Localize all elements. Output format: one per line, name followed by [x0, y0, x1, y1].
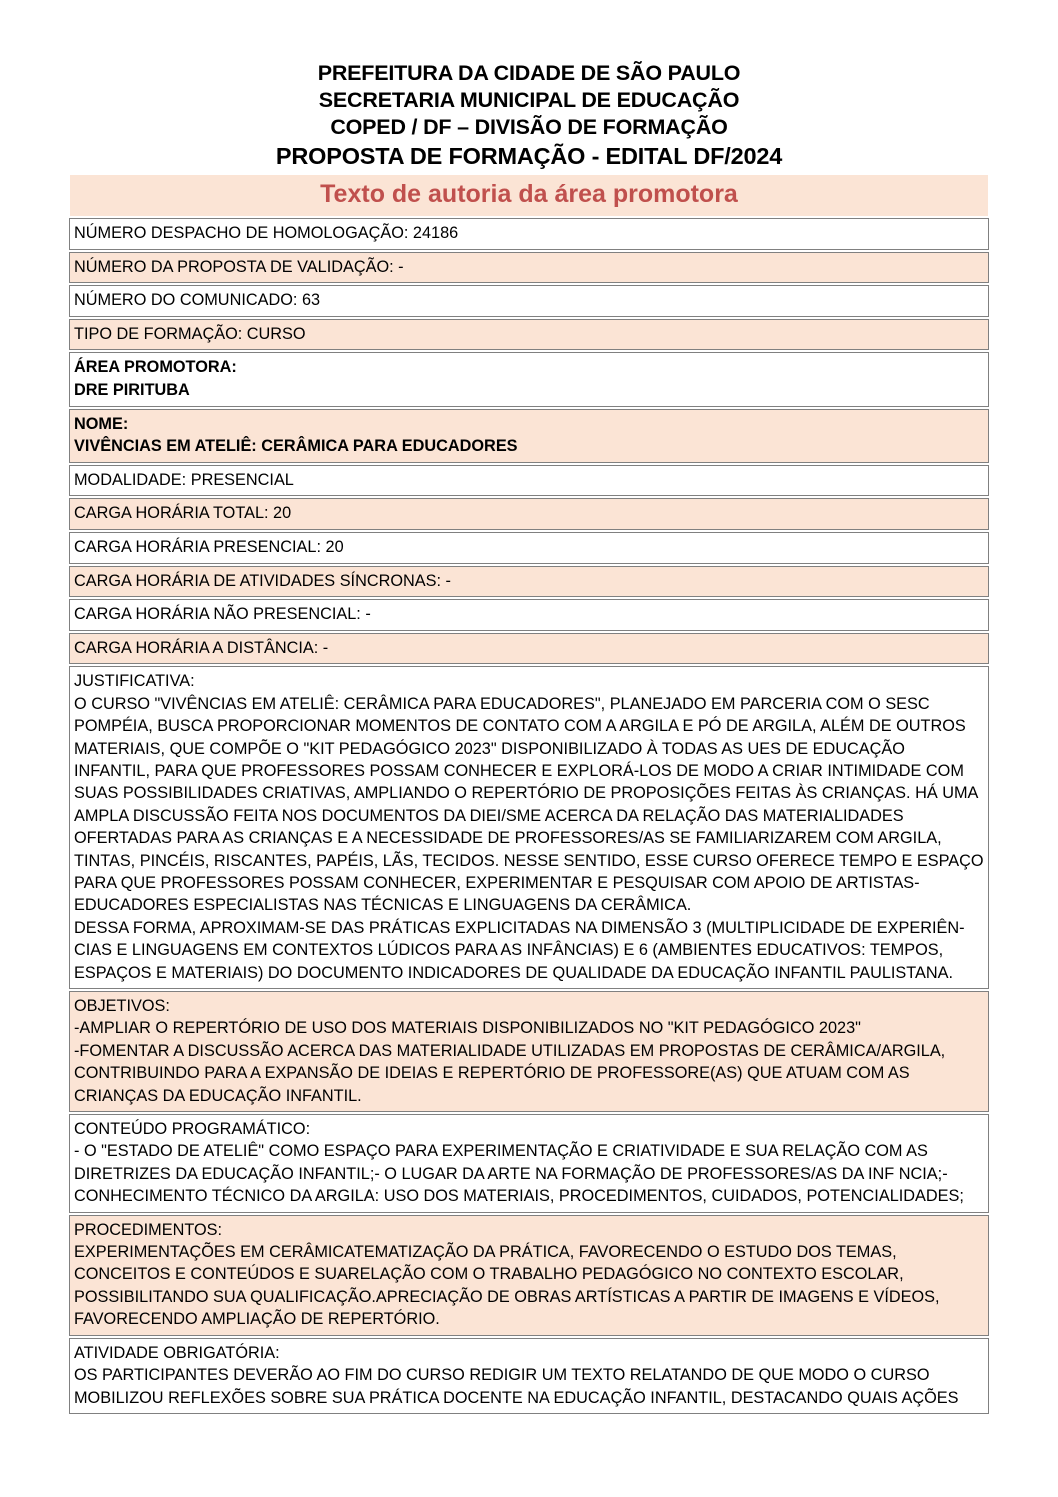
field-line: OBJETIVOS: [74, 997, 170, 1015]
field-line: PROCEDIMENTOS: [74, 1220, 223, 1239]
field-line: -FOMENTAR A DISCUSSÃO ACERCA DAS MATERIALIDADE UTILIZADAS EM PROPOSTAS DE CERÂMICA/ARGILA, [74, 1041, 946, 1060]
table-row [69, 218, 989, 250]
field-line: SUAS POSSIBILIDADES CRIATIVAS, AMPLIANDO O REPERTÓRIO DE PROPOSIÇÕES FEITAS ÀS CRIANÇAS. HÁ UMA [74, 784, 979, 803]
field-carga-horaria-total [69, 498, 989, 530]
field-line: MATERIAIS, QUE COMPÕE O "KIT PEDAGÓGICO 2023" DISPONIBILIZADO À TODAS AS UES DE EDUCAÇÃO [74, 739, 905, 758]
field-line: CONCEITOS E CONTEÚDOS E SUARELAÇÃO COM O TRABALHO PEDAGÓGICO NO CONTEXTO ESCOLAR, [74, 1265, 904, 1284]
proposta-fields-table [69, 216, 989, 1416]
field-tipo-de-formacao [69, 319, 989, 351]
field-line: OS PARTICIPANTES DEVERÃO AO FIM DO CURSO REDIGIR UM TEXTO RELATANDO DE QUE MODO O CURSO [74, 1366, 930, 1385]
table-row [69, 566, 989, 598]
field-line: CARGA HORÁRIA PRESENCIAL: 20 [74, 537, 344, 556]
field-line: CIAS E LINGUAGENS EM CONTEXTOS LÚDICOS PARA AS INFÂNCIAS) E 6 (AMBIENTES EDUCATIVOS: TEMPOS, [74, 941, 944, 960]
banner-label: Texto de autoria da área promotora [320, 180, 738, 208]
field-line: - O "ESTADO DE ATELIÊ" COMO ESPAÇO PARA EXPERIMENTAÇÃO E CRIATIVIDADE E SUA RELAÇÃO COM AS [74, 1142, 928, 1161]
field-line: O CURSO "VIVÊNCIAS EM ATELIÊ: CERÂMICA PARA EDUCADORES", PLANEJADO EM PARCERIA COM O SESC [74, 694, 930, 713]
table-row [69, 633, 989, 665]
field-line: CARGA HORÁRIA TOTAL: 20 [74, 504, 292, 523]
field-line: AMPLA DISCUSSÃO FEITA NOS DOCUMENTOS DA DIEI/SME ACERCA DA RELAÇÃO DAS MATERIALIDADES [74, 806, 904, 825]
field-line: EXPERIMENTAÇÕES EM CERÂMICATEMATIZAÇÃO DA PRÁTICA, FAVORECENDO O ESTUDO DOS TEMAS, [74, 1243, 897, 1262]
field-line: CONTEÚDO PROGRAMÁTICO: [74, 1120, 311, 1139]
field-line: ÁREA PROMOTORA: [74, 358, 237, 377]
field-conteudo-programatico [69, 1114, 989, 1213]
field-line: EDUCADORES ESPECIALISTAS NAS TÉCNICAS E LINGUAGENS DA CERÂMICA. [74, 896, 692, 915]
field-line: OFERTADAS PARA AS CRIANÇAS E A NECESSIDADE DE PROFESSORES/AS SE FAMILIARIZAREM COM ARGILA, [74, 829, 942, 848]
field-line: CONHECIMENTO TÉCNICO DA ARGILA: USO DOS MATERIAIS, PROCEDIMENTOS, CUIDADOS, POTENCIALIDADES; [74, 1187, 964, 1206]
field-nome [69, 409, 989, 463]
field-carga-horaria-a-distancia [69, 633, 989, 665]
table-row [69, 666, 989, 989]
table-row [69, 252, 989, 284]
banner-texto-autoria [70, 175, 988, 216]
field-line: -AMPLIAR O REPERTÓRIO DE USO DOS MATERIAIS DISPONIBILIZADOS NO "KIT PEDAGÓGICO 2023" [74, 1019, 861, 1038]
header-line-coped: COPED / DF – DIVISÃO DE FORMAÇÃO [330, 115, 728, 139]
table-row [69, 465, 989, 497]
field-procedimentos [69, 1215, 989, 1336]
field-line: CARGA HORÁRIA DE ATIVIDADES SÍNCRONAS: - [74, 571, 451, 590]
field-line: MOBILIZOU REFLEXÕES SOBRE SUA PRÁTICA DOCENTE NA EDUCAÇÃO INFANTIL, DESTACANDO QUAIS AÇÕES [74, 1388, 959, 1407]
field-carga-horaria-nao-presencial [69, 599, 989, 631]
field-line: CARGA HORÁRIA A DISTÂNCIA: - [74, 638, 329, 657]
field-line: NÚMERO DO COMUNICADO: 63 [74, 291, 321, 310]
field-carga-horaria-presencial [69, 532, 989, 564]
table-row [69, 991, 989, 1112]
field-line: NOME: [74, 414, 129, 433]
field-line: POMPÉIA, BUSCA PROPORCIONAR MOMENTOS DE CONTATO COM A ARGILA E PÓ DE ARGILA, ALÉM DE OUTROS [74, 717, 966, 736]
table-row [69, 532, 989, 564]
field-numero-proposta-validacao [69, 252, 989, 284]
field-line: NÚMERO DA PROPOSTA DE VALIDAÇÃO: - [74, 257, 404, 276]
field-line: DIRETRIZES DA EDUCAÇÃO INFANTIL;- O LUGAR DA ARTE NA FORMAÇÃO DE PROFESSORES/AS DA INF NCIA;- [74, 1164, 948, 1183]
field-line: ESPAÇOS E MATERIAIS) DO DOCUMENTO INDICADORES DE QUALIDADE DA EDUCAÇÃO INFANTIL PAULISTANA. [74, 963, 954, 982]
header-line-prefeitura: PREFEITURA DA CIDADE DE SÃO PAULO [317, 61, 741, 85]
header-line-proposta: PROPOSTA DE FORMAÇÃO - EDITAL DF/2024 [275, 143, 783, 169]
table-row [69, 352, 989, 406]
field-area-promotora [69, 352, 989, 406]
field-line: DRE PIRITUBA [74, 380, 190, 399]
table-row [69, 409, 989, 463]
field-line: INFANTIL, PARA QUE PROFESSORES POSSAM CONHECER E EXPLORÁ-LOS DE MODO A CRIAR INTIMIDADE COM [74, 761, 964, 780]
field-line: CARGA HORÁRIA NÃO PRESENCIAL: - [74, 605, 371, 624]
field-modalidade [69, 465, 989, 497]
table-row [69, 498, 989, 530]
table-row [69, 285, 989, 317]
field-line: CONTRIBUINDO PARA A EXPANSÃO DE IDEIAS E REPERTÓRIO DE PROFESSORE(AS) QUE ATUAM COM AS [74, 1064, 910, 1083]
field-line: MODALIDADE: PRESENCIAL [74, 470, 294, 489]
table-row [69, 1215, 989, 1336]
field-numero-comunicado [69, 285, 989, 317]
field-objetivos [69, 991, 989, 1112]
document-header [0, 0, 1058, 172]
field-numero-despacho-homologacao [69, 218, 989, 250]
field-line: TIPO DE FORMAÇÃO: CURSO [74, 324, 306, 343]
field-line: DESSA FORMA, APROXIMAM-SE DAS PRÁTICAS EXPLICITADAS NA DIMENSÃO 3 (MULTIPLICIDADE DE EXPERIÊN- [74, 918, 965, 937]
field-line: ATIVIDADE OBRIGATÓRIA: [74, 1343, 280, 1362]
field-line: TINTAS, PINCÉIS, RISCANTES, PAPÉIS, LÃS, TECIDOS. NESSE SENTIDO, ESSE CURSO OFERECE TEMPO E ESPAÇO [74, 851, 984, 870]
field-line: NÚMERO DESPACHO DE HOMOLOGAÇÃO: 24186 [74, 224, 459, 242]
field-line: JUSTIFICATIVA: [74, 672, 195, 691]
field-carga-horaria-atividades-sincronas [69, 566, 989, 598]
field-line: VIVÊNCIAS EM ATELIÊ: CERÂMICA PARA EDUCADORES [74, 437, 518, 456]
field-line: FAVORECENDO AMPLIAÇÃO DE REPERTÓRIO. [74, 1310, 440, 1329]
field-line: CRIANÇAS DA EDUCAÇÃO INFANTIL. [74, 1086, 362, 1105]
field-justificativa [69, 666, 989, 989]
table-row [69, 599, 989, 631]
table-row [69, 1114, 989, 1213]
table-row [69, 319, 989, 351]
field-line: POSSIBILITANDO SUA QUALIFICAÇÃO.APRECIAÇÃO DE OBRAS ARTÍSTICAS A PARTIR DE IMAGENS E VÍDEOS, [74, 1287, 940, 1306]
table-row [69, 1338, 989, 1414]
field-atividade-obrigatoria [69, 1338, 989, 1414]
header-line-secretaria: SECRETARIA MUNICIPAL DE EDUCAÇÃO [318, 88, 740, 112]
field-line: PARA QUE PROFESSORES POSSAM CONHECER, EXPERIMENTAR E PESQUISAR COM APOIO DE ARTISTAS- [74, 873, 920, 892]
